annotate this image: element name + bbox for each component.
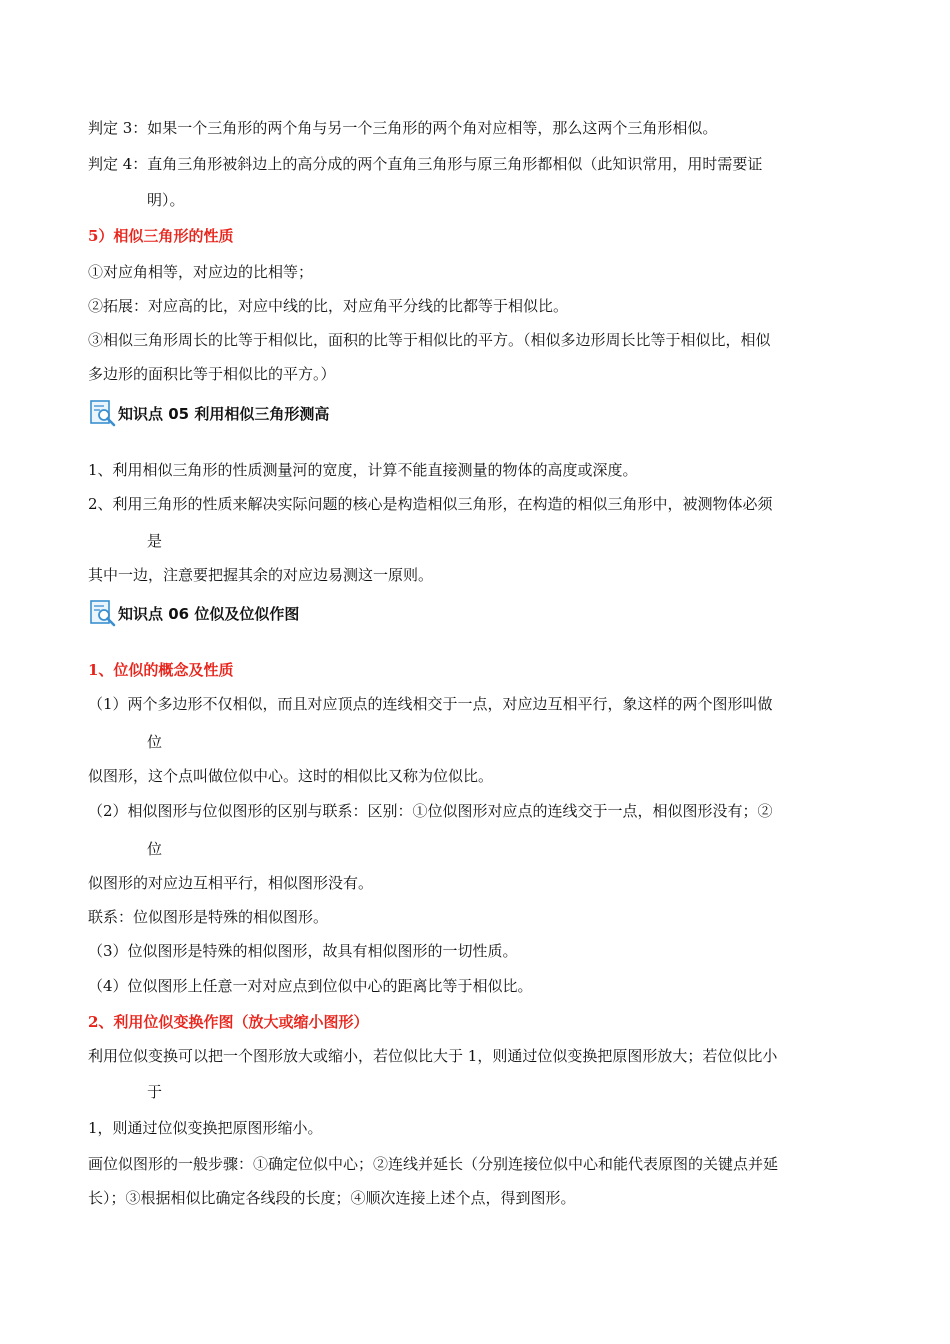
- text-line: 2、利用三角形的性质来解决实际问题的核心是构造相似三角形，在构造的相似三角形中，被测物体必须: [88, 495, 773, 513]
- text-line: 明）。: [147, 191, 185, 209]
- text-line: 位: [147, 733, 163, 751]
- magnifier-document-icon: [88, 398, 118, 428]
- text-line: （1）两个多边形不仅相似，而且对应顶点的连线相交于一点，对应边互相平行，象这样的两个图形叫做: [88, 695, 773, 713]
- section-heading: 5）相似三角形的性质: [88, 227, 234, 245]
- text-line: ③相似三角形周长的比等于相似比，面积的比等于相似比的平方。（相似多边形周长比等于相似比，相似: [88, 331, 771, 349]
- text-line: ②拓展：对应高的比，对应中线的比，对应角平分线的比都等于相似比。: [88, 297, 569, 315]
- text-line: 似图形，这个点叫做位似中心。这时的相似比又称为位似比。: [88, 767, 494, 785]
- text-line: （2）相似图形与位似图形的区别与联系：区别：①位似图形对应点的连线交于一点，相似图形没有；②: [88, 802, 773, 820]
- knowledge-point-heading: [88, 398, 329, 428]
- text-line: 其中一边，注意要把握其余的对应边易测这一原则。: [88, 566, 434, 584]
- text-line: 于: [147, 1083, 163, 1101]
- knowledge-point-title: 知识点 05 利用相似三角形测高: [118, 404, 330, 423]
- text-line: 1，则通过位似变换把原图形缩小。: [88, 1119, 323, 1137]
- text-line: 1、利用相似三角形的性质测量河的宽度，计算不能直接测量的物体的高度或深度。: [88, 461, 638, 479]
- text-line: 是: [147, 532, 163, 550]
- text-line: 判定 3：如果一个三角形的两个角与另一个三角形的两个角对应相等，那么这两个三角形相似。: [88, 119, 718, 137]
- text-line: （4）位似图形上任意一对对应点到位似中心的距离比等于相似比。: [88, 977, 533, 995]
- text-line: （3）位似图形是特殊的相似图形，故具有相似图形的一切性质。: [88, 942, 518, 960]
- section-heading: 1、位似的概念及性质: [88, 661, 234, 679]
- section-heading: 2、利用位似变换作图（放大或缩小图形）: [88, 1013, 369, 1031]
- text-line: ①对应角相等，对应边的比相等；: [88, 263, 314, 281]
- text-line: 利用位似变换可以把一个图形放大或缩小，若位似比大于 1，则通过位似变换把原图形放大；若位似比小: [88, 1047, 778, 1065]
- text-line: 似图形的对应边互相平行，相似图形没有。: [88, 874, 374, 892]
- text-line: 画位似图形的一般步骤：①确定位似中心；②连线并延长（分别连接位似中心和能代表原图的关键点并延: [88, 1155, 779, 1173]
- text-line: 长）；③根据相似比确定各线段的长度；④顺次连接上述个点，得到图形。: [88, 1189, 576, 1207]
- magnifier-document-icon: [88, 598, 118, 628]
- knowledge-point-heading: [88, 598, 299, 628]
- text-line: 判定 4：直角三角形被斜边上的高分成的两个直角三角形与原三角形都相似（此知识常用，用时需要证: [88, 155, 763, 173]
- text-line: 位: [147, 840, 163, 858]
- text-line: 联系：位似图形是特殊的相似图形。: [88, 908, 329, 926]
- knowledge-point-title: 知识点 06 位似及位似作图: [118, 604, 300, 623]
- text-line: 多边形的面积比等于相似比的平方。）: [88, 365, 336, 383]
